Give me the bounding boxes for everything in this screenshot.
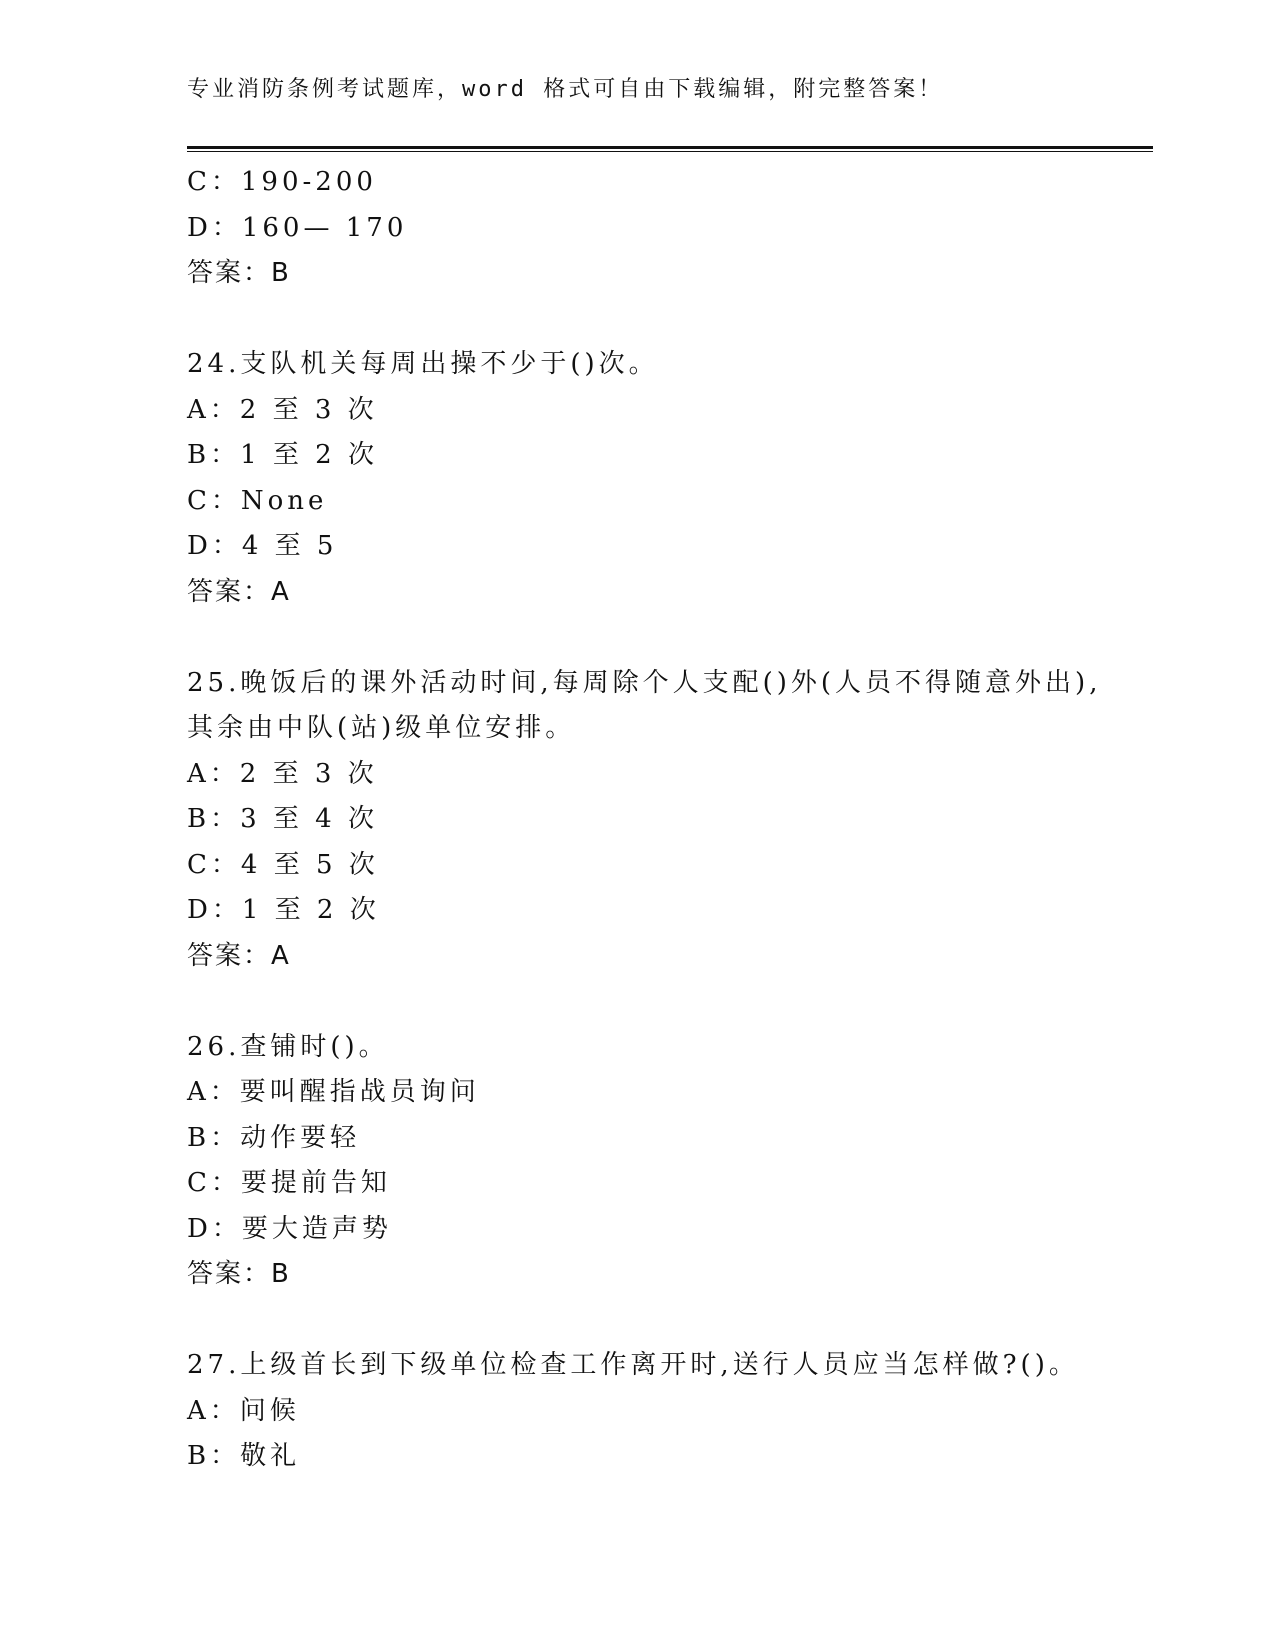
- answer-line: 答案：B: [187, 258, 291, 288]
- option-d: D：要大造声势: [187, 1213, 392, 1244]
- spacer: [187, 615, 1153, 661]
- option-b: B：敬礼: [187, 1441, 301, 1471]
- answer-line: 答案：A: [187, 576, 291, 607]
- question-26: [187, 1025, 1153, 1298]
- spacer: [187, 1298, 1153, 1344]
- spacer: [187, 297, 1153, 343]
- option-a: A：2 至 3 次: [187, 758, 378, 789]
- question-24: [187, 342, 1153, 615]
- page-header: 专业消防条例考试题库，word 格式可自由下载编辑，附完整答案！: [187, 77, 944, 102]
- option-b: B：动作要轻: [187, 1122, 361, 1153]
- question-stem: 25.晚饭后的课外活动时间,每周除个人支配()外(人员不得随意外出),: [187, 667, 1102, 698]
- question-27: [187, 1343, 1153, 1480]
- answer-line: 答案：B: [187, 1259, 291, 1289]
- option-c: C：190-200: [187, 167, 377, 197]
- option-c: C：要提前告知: [187, 1168, 391, 1198]
- option-d: D：1 至 2 次: [187, 895, 380, 925]
- option-c: C：4 至 5 次: [187, 849, 379, 880]
- question-stem: 26.查铺时()。: [187, 1031, 389, 1062]
- question-stem: 24.支队机关每周出操不少于()次。: [187, 349, 659, 379]
- question-25: [187, 661, 1153, 980]
- option-b: B：3 至 4 次: [187, 804, 378, 834]
- option-c: C：None: [187, 485, 328, 516]
- option-b: B：1 至 2 次: [187, 440, 378, 470]
- option-d: D：160— 170: [187, 212, 408, 243]
- question-stem-continued: 其余由中队(站)级单位安排。: [187, 713, 576, 743]
- option-a: A：2 至 3 次: [187, 394, 378, 425]
- spacer: [187, 979, 1153, 1025]
- question-stem: 27.上级首长到下级单位检查工作离开时,送行人员应当怎样做?()。: [187, 1350, 1079, 1380]
- header-rule-thin: [187, 151, 1153, 152]
- option-a: A：要叫醒指战员询问: [187, 1077, 480, 1107]
- question-23-tail: [187, 160, 1153, 297]
- option-d: D：4 至 5: [187, 531, 338, 561]
- question-list: [187, 160, 1153, 1480]
- header-rule-thick: [187, 146, 1153, 149]
- answer-line: 答案：A: [187, 940, 291, 971]
- option-a: A：问候: [187, 1395, 300, 1426]
